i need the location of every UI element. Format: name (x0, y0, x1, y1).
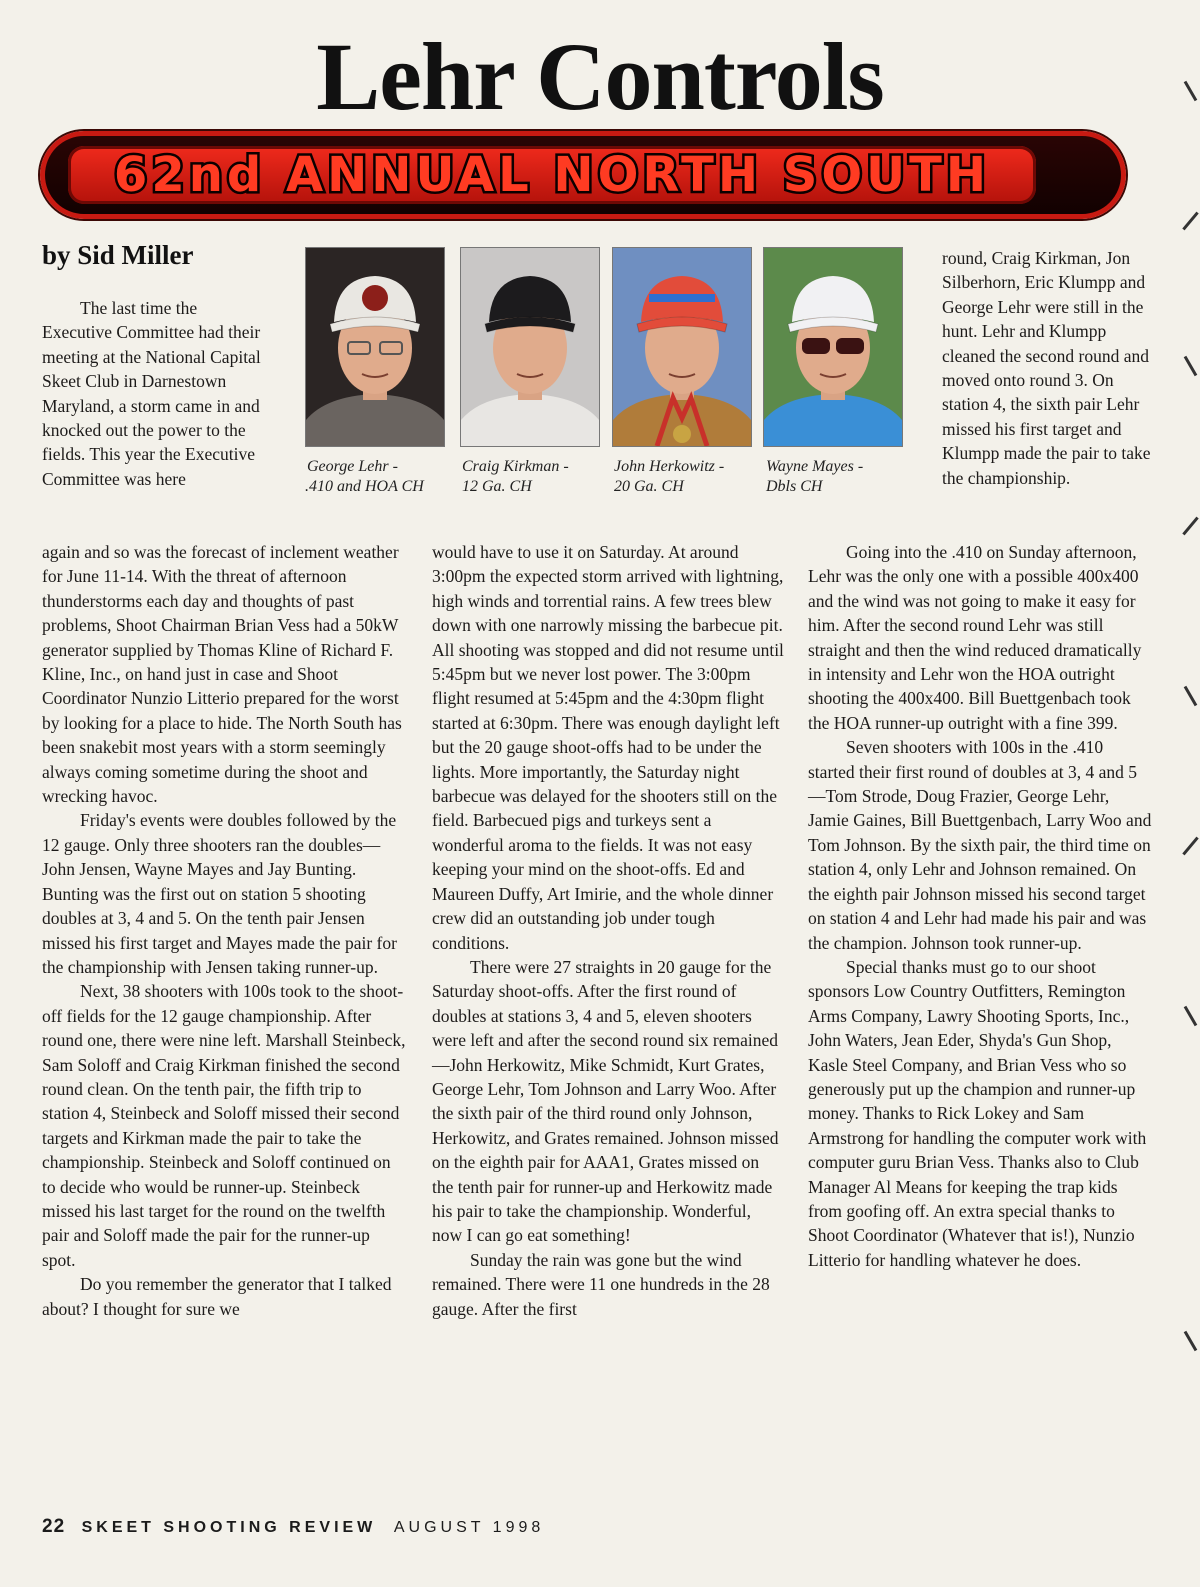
paragraph: The last time the Executive Committee had their meeting at the National Capital Skeet Club in Darnestown Maryland, a storm came in and knocked out the power to the fields. This year the Executive Committee was here (42, 298, 261, 489)
edge-mark (1182, 837, 1198, 856)
photo-wayne-mayes (763, 247, 903, 447)
paragraph: round, Craig Kirkman, Jon Silberhorn, Eric Klumpp and George Lehr were still in the hunt. Lehr and Klumpp cleaned the second round and moved onto round 3. On station 4, the sixth pair Lehr missed his first target and Klumpp made the pair to take the championship. (942, 248, 1151, 488)
edge-mark (1184, 1331, 1198, 1352)
column-3-top (942, 246, 1154, 490)
caption-title: Dbls CH (766, 478, 823, 495)
paragraph: Sunday the rain was gone but the wind remained. There were 11 one hundreds in the 28 gauge. After the first (432, 1249, 770, 1319)
paragraph: Seven shooters with 100s in the .410 started their first round of doubles at 3, 4 and 5—Tom Strode, Doug Frazier, George Lehr, Jamie Gaines, Bill Buettgenbach, Larry Woo and Tom Johnson. By the sixth pair, the third time on station 4, only Lehr and Johnson remained. On the eighth pair Johnson missed his second target on station 4 and Lehr had made his pair and was the champion. Johnson took runner-up. (808, 737, 1152, 953)
paragraph: Do you remember the generator that I talked about? I thought for sure we (42, 1274, 392, 1319)
photo-dark-cap (461, 248, 599, 446)
photo-george-lehr (305, 247, 445, 447)
edge-mark (1184, 686, 1198, 707)
caption-name: George Lehr - (307, 458, 398, 475)
column-3 (808, 540, 1154, 1272)
paragraph: Special thanks must go to our shoot sponsors Low Country Outfitters, Remington Arms Company, Lawry Shooting Sports, Inc., John Waters, Jean Eder, Shyda's Gun Shop, Kasle Steel Company, and Brian Vess who so generously put up the champion and runner-up money. Thanks to Rick Lokey and Sam Armstrong for handling the computer work with computer guru Brian Vess. Thanks also to Club Manager Al Means for keeping the trap kids from goofing off. An extra special thanks to Shoot Coordinator (Whatever that is!), Nunzio Litterio for handling whatever he does. (808, 956, 1147, 1270)
column-1-top (42, 296, 264, 491)
caption-name: Craig Kirkman - (462, 458, 569, 475)
paragraph: again and so was the forecast of inclement weather for June 11-14. With the threat of afternoon thunderstorms each day and thoughts of past problems, Shoot Chairman Brian Vess had a 50kW generator supplied by Thomas Kline of Richard F. Kline, Inc., on hand just in case and Shoot Coordinator Nunzio Litterio prepared for the worst by looking for a place to hide. The North South has been snakebit most years with a storm seemingly always coming sometime during the shoot and wrecking havoc. (42, 542, 402, 807)
photo-caption (614, 457, 752, 497)
issue-date: AUGUST 1998 (393, 1519, 545, 1536)
paragraph: Next, 38 shooters with 100s took to the shoot-off fields for the 12 gauge championship. After round one, there were nine left. Marshall Steinbeck, Sam Soloff and Craig Kirkman finished the second round clean. On the tenth pair, the fifth trip to station 4, Steinbeck and Soloff missed their second targets and Kirkman made the pair to take the championship. Steinbeck and Soloff continued on to decide who would be runner-up. Steinbeck missed his last target for the round on the twelfth pair and Soloff made the pair for the runner-up spot. (42, 981, 406, 1270)
page-number: 22 (42, 1516, 66, 1537)
edge-mark (1184, 1006, 1198, 1027)
paragraph: There were 27 straights in 20 gauge for the Saturday shoot-offs. After the first round of doubles at stations 3, 4 and 5, eleven shooters were left and after the second round six remained—John Herkowitz, Mike Schmidt, Kurt Grates, George Lehr, Tom Johnson and Larry Woo. After the sixth pair of the third round only Johnson, Herkowitz, and Grates remained. Johnson missed on the eighth pair for AAA1, Grates missed on the tenth pair for runner-up and Herkowitz made his pair to take the championship. Wonderful, now I can go eat something! (432, 956, 779, 1246)
photo-john-herkowitz (612, 247, 752, 447)
caption-name: John Herkowitz - (614, 458, 725, 475)
photo-cap-logo (306, 248, 444, 446)
caption-name: Wayne Mayes - (766, 458, 864, 475)
caption-title: 20 Ga. CH (614, 478, 684, 495)
event-banner (68, 146, 1036, 204)
page-footer (42, 1516, 544, 1538)
event-banner-text: 62nd ANNUAL NORTH SOUTH (113, 147, 991, 203)
photo-caption (766, 457, 904, 497)
caption-title: .410 and HOA CH (305, 478, 424, 495)
edge-mark (1182, 212, 1198, 231)
magazine-name: SKEET SHOOTING REVIEW (81, 1519, 377, 1536)
photo-craig-kirkman (460, 247, 600, 447)
column-1 (42, 540, 407, 1321)
photo-caption (462, 457, 600, 497)
edge-mark (1182, 517, 1198, 536)
photo-sunglasses (764, 248, 902, 446)
caption-title: 12 Ga. CH (462, 478, 532, 495)
article-headline: Lehr Controls (316, 23, 884, 130)
photo-caption (305, 457, 443, 497)
column-2 (432, 540, 784, 1321)
paragraph: would have to use it on Saturday. At around 3:00pm the expected storm arrived with lightning, high winds and torrential rains. A few trees blew down with one narrowly missing the barbecue pit. All shooting was stopped and did not resume until 5:45pm but we never lost power. The 3:00pm flight resumed at 5:45pm and the 4:30pm flight started at 6:30pm. There was enough daylight left but the 20 gauge shoot-offs had to be under the lights. More importantly, the Saturday night barbecue was delayed for the shooters still on the field. Barbecued pigs and turkeys sent a wonderful aroma to the fields. It was not easy keeping your mind on the shoot-offs. Ed and Maureen Duffy, Art Imirie, and the whole dinner crew did an outstanding job under tough conditions. (432, 542, 784, 953)
byline: by Sid Miller (42, 240, 194, 270)
paragraph: Friday's events were doubles followed by the 12 gauge. Only three shooters ran the doubles—John Jensen, Wayne Mayes and Jay Bunting. Bunting was the first out on station 5 shooting doubles at 3, 4 and 5. On the tenth pair Jensen missed his first target and Mayes made the pair for the championship with Jensen taking runner-up. (42, 810, 397, 977)
paragraph: Going into the .410 on Sunday afternoon, Lehr was the only one with a possible 400x400 and the wind was not going to make it easy for him. After the second round Lehr was still straight and then the wind reduced dramatically in intensity and Lehr won the HOA outright shooting the 400x400. Bill Buettgenbach took the HOA runner-up outright with a fine 399. (808, 542, 1142, 733)
edge-mark (1184, 356, 1198, 377)
photo-striped-cap (613, 248, 751, 446)
